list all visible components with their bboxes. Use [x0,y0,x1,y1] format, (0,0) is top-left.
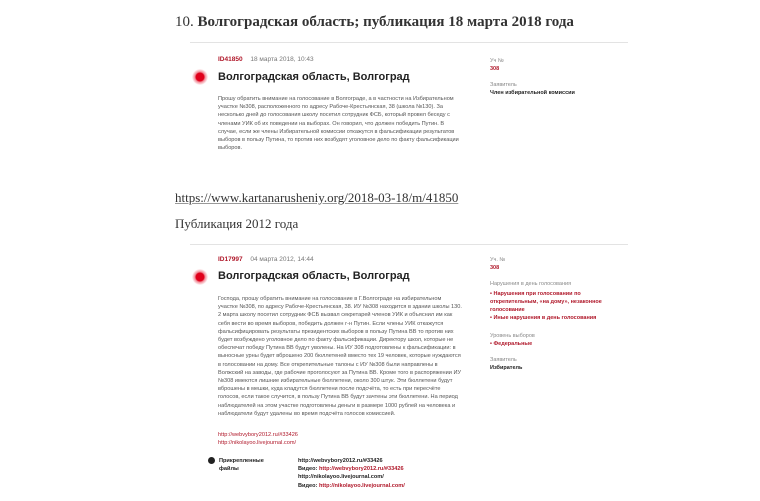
text-line: Волжский на заводы, где рабочие проголосуют за Путина ВВ. Кроме того в распоряжении ИУ [218,369,462,376]
text-line: будет возбуждено уголовное дело по факту фальсификации. Директору школ, которые не [218,337,454,344]
text-line: в голосовании на дому. Все открепительные талоны с ИУ №308 были направлены в [218,361,438,368]
report-id-link[interactable]: ID17997 [218,256,243,263]
station-value: 308 [490,265,500,271]
text-line: 2 марта школу посетил сотрудник ФСБ вызвал секретарей членов УИК и объяснил им как [218,312,453,319]
report-meta [218,256,314,263]
report-meta [218,56,314,63]
report-sidebar [490,256,620,372]
violations-label: Нарушения в день голосования [490,281,572,287]
text-line: вброшены в мешки, куда кладутся бюллетени после подсчёта, то есть при пересчёте [218,386,441,393]
report-links [218,431,298,447]
publication-label: Публикация 2012 года [175,216,299,231]
report-text [218,95,473,152]
applicant-value: Член избирательной комиссии [490,90,575,96]
text-line: Господа, прошу обратить внимание на голосование в Г.Волгограде на избирательном [218,296,442,302]
report-title: Волгоградская область, Волгоград [218,270,410,282]
report-link[interactable]: http://webvybory2012.ru/#33426 [218,432,298,438]
text-line: участке №308, по адресу Рабоче-Крестьянская, 38. ИУ №308 находится в здании школы 130. [218,304,462,311]
election-level-value[interactable]: • Федеральные [490,341,533,347]
report-sidebar [490,57,575,97]
applicant-label: Заявитель [490,357,517,363]
applicant-label: Заявитель [490,82,517,88]
text-line: членами УИК об их поведении на выборах. Он говорил, что должен победить Путин. В [218,120,445,127]
text-line: выносные урны будет вброшено 200 бюллетеней вместо тех 19 человек, которые нуждаются [218,353,461,360]
station-label: Уч № [490,58,504,64]
violation-item[interactable]: • Иные нарушения в день голосования [490,315,597,321]
text-line: обеспечат победу Путина ВВ будут уволены. На ИУ 308 подготовлены к фальсификации: в [218,345,456,352]
text-line: себя вести во время выборов, победить должен г-н Путин. Если члены УИК откажутся [218,320,444,327]
text-line: №308 имеются лишние избирательные бюллетени, около 300 штук. Эти бюллетени будут [218,378,453,385]
report-card-2012 [190,244,628,501]
election-level-label: Уровень выборов [490,333,535,339]
text-line: выборов в пользу Путина, то против них возбудят уголовное дело по факту фальсификации [218,137,459,144]
section-title: Волгоградская область; публикация 18 марта 2018 года [197,14,574,30]
station-label: Уч. № [490,257,506,263]
applicant-value: Избиратель [490,365,523,371]
text-line: выборов. [218,145,243,152]
station-value: 308 [490,66,500,72]
source-link[interactable]: https://www.kartanarusheniy.org/2018-03-18/m/41850 [175,190,459,205]
map-pin-icon [192,269,208,285]
text-line: участке №308, расположенного по адресу Рабоче-Крестьянская, 38 (школа №130). За [218,104,443,111]
attachment-item: Видео: http://nikolayoo.livejournal.com/ [298,482,405,489]
report-title: Волгоградская область, Волгоград [218,71,410,83]
report-date: 04 марта 2012, 14:44 [250,256,314,263]
text-line: фальсифицировать результаты президентских выборов в пользу Путина ВВ то против них [218,328,454,335]
attachment-item: http://nikolayoo.livejournal.com/ [298,474,384,481]
attachment-item: http://webvybory2012.ru/#33426 [298,458,383,464]
report-link[interactable]: http://nikolayoo.livejournal.com/ [218,440,297,447]
section-number: 10. [175,14,194,30]
report-id-link[interactable]: ID41850 [218,56,243,63]
text-line: наблюдателей на этом участке подготовлены деньги в размере 1000 рублей на человека и [218,402,456,409]
map-pin-icon [192,69,208,85]
attachment-icon [208,457,215,464]
section-heading [175,14,574,31]
text-line: случае, если же члены Избирательной комиссии откажутся в фальсификации результатов [218,128,455,135]
report-date: 18 марта 2018, 10:43 [250,56,314,63]
attachments-list [298,457,405,490]
violation-item[interactable]: • Нарушения при голосовании по открепительным, «на дому», незаконное голосование [490,291,602,313]
attachment-item: Видео: http://webvybory2012.ru/#33426 [298,466,404,473]
text-line: несколько дней до голосования школу посетил сотрудник ФСБ, который провел беседу с [218,112,450,119]
report-card-2018 [190,42,628,171]
report-text [218,295,490,418]
attachments-label: Прикрепленные файлы [208,457,264,473]
text-line: Прошу обратить внимание на голосование в Волгограде, а в частности на Избирательном [218,96,454,102]
text-line: голосов, если такое случится, в пользу Путина ВВ будут зачтены эти бюллетени. На период [218,394,458,401]
text-line: наблюдатели будут удалены во время подсчёта голосов комиссией. [218,410,396,417]
